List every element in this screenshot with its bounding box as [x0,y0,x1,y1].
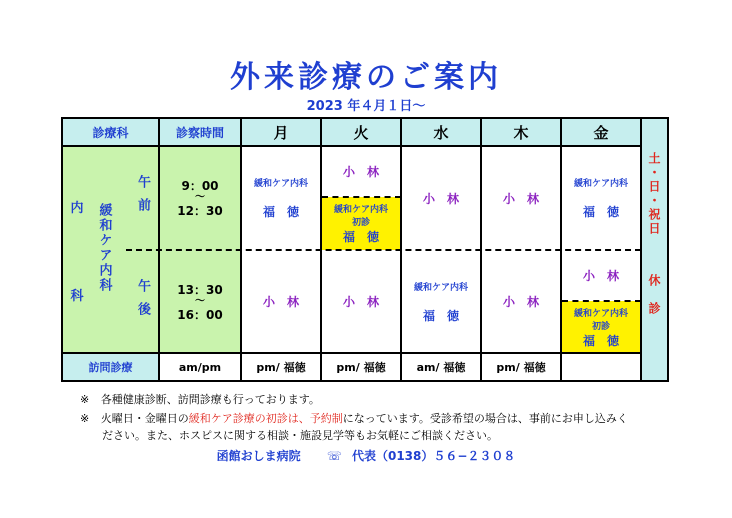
am-label: 午前 [135,175,150,221]
header-tue: 火 [321,118,401,146]
pm-wed-doc: 福 徳 [422,308,459,323]
am-mon-doc: 福 徳 [262,205,299,219]
am-end: 12：30 [177,204,223,218]
grid-line [61,145,642,147]
am-tue-doc: 福 徳 [342,230,379,244]
note-mark: ※ [80,393,90,406]
page-title: 外来診療のご案内 [230,60,502,95]
note-mark: ※ [80,412,90,425]
grid-dash [126,249,641,251]
grid-line [61,117,63,382]
pm-fri-doc: 福 徳 [582,333,619,348]
note-1 [80,391,320,407]
am-thu: 小 林 [502,191,539,206]
am-label-cell [126,146,159,250]
pm-fri-top: 小 林 [582,268,619,283]
grid-line [400,117,402,382]
grid-line [61,117,669,119]
weekend-days: 土・日・祝日 [647,152,661,236]
visit-wed: am/ 福徳 [416,361,466,374]
hospital-name: 函館おしま病院 [216,449,301,463]
am-tue-bottom [321,197,401,250]
am-tue-top: 小 林 [342,164,379,179]
pm-fri-bottom [561,301,641,353]
am-time-cell [159,146,241,250]
grid-line [560,117,562,382]
pm-tilde: 〜 [195,295,205,307]
am-tue-dept: 緩和ケア内科 [333,205,388,215]
visit-label: 訪問診療 [62,353,159,381]
am-mon [241,146,321,250]
visit-tue: pm/ 福徳 [336,361,386,374]
pm-fri-dept: 緩和ケア内科 [573,308,628,319]
phone-icon: ☏ [326,449,342,463]
weekend-closed: 休 診 [647,274,661,316]
dept-ka: 科 [70,288,84,304]
am-tilde: 〜 [195,192,205,203]
visit-time: am/pm [178,360,222,374]
visit-fri [561,353,641,381]
effective-date: 2023 年４月１日〜 [306,99,426,114]
grid-line [667,117,669,382]
header-time: 診察時間 [159,118,241,146]
pm-label: 午後 [135,278,150,325]
pm-start: 13：30 [177,282,223,297]
am-fri-doc: 福 徳 [582,205,619,219]
am-mon-dept: 緩和ケア内科 [253,179,308,189]
note-1-text: 各種健康診断、訪問診療も行っております。 [100,393,320,406]
pm-fri-first: 初診 [591,321,610,332]
pm-wed [401,250,481,353]
am-fri [561,146,641,250]
pm-label-cell [126,250,159,353]
note-2-red: 緩和ケア診療の初診は、予約制 [188,412,343,425]
note-2 [80,410,680,444]
note-2-b: になっています。受診希望の場合は、事前にお申し込みく [342,412,628,425]
weekend-column [641,118,668,381]
grid-dash [322,196,401,198]
header-mon: 月 [241,118,321,146]
grid-line [61,380,669,382]
grid-dash [562,300,641,302]
visit-thu: pm/ 福徳 [496,361,546,374]
dept-kanwa: 緩和ケア内科 [96,203,112,293]
grid-line [61,352,642,354]
grid-line [480,117,482,382]
grid-line [158,117,160,382]
grid-line [640,117,642,382]
note-2-a: 火曜日・金曜日の [100,412,189,425]
am-tue-first: 初診 [351,218,370,228]
dept-uchi: 内 [70,200,84,216]
footer [0,447,732,464]
grid-line [320,117,322,382]
pm-time-cell [159,250,241,353]
am-start: 9：00 [181,179,219,193]
visit-mon: pm/ 福徳 [256,361,306,374]
am-wed: 小 林 [422,191,459,206]
pm-thu: 小 林 [502,295,539,309]
note-2-c: ださい。また、ホスピスに関する相談・施設見学等もお気軽にご相談ください。 [102,429,498,442]
pm-wed-dept: 緩和ケア内科 [413,282,468,293]
header-wed: 水 [401,118,481,146]
header-fri: 金 [561,118,641,146]
grid-line [240,117,242,382]
header-thu: 木 [481,118,561,146]
header-dept: 診療科 [62,118,159,146]
pm-mon: 小 林 [262,295,299,309]
pm-tue: 小 林 [342,295,379,309]
pm-end: 16：00 [177,307,223,322]
phone-number: 代表（0138）５６−２３０８ [351,449,516,463]
am-fri-dept: 緩和ケア内科 [573,179,628,189]
